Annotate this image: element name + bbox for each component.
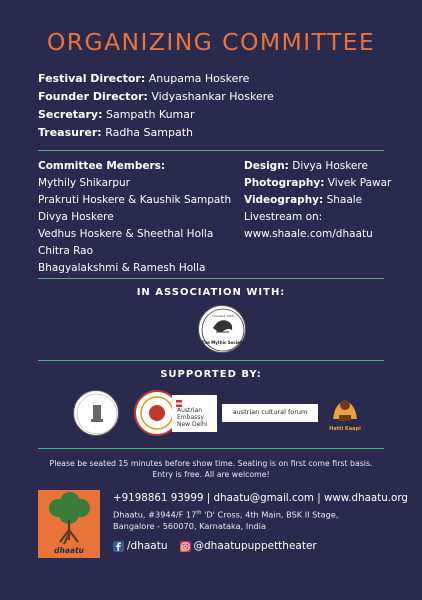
officer-role: Festival Director: bbox=[38, 72, 146, 85]
address-part: Dhaatu, #3944/F 17 bbox=[113, 509, 197, 520]
hatti-text: Hatti Kaapi bbox=[329, 426, 361, 432]
instagram-icon[interactable] bbox=[180, 541, 191, 552]
austrian-cultural-forum-logo bbox=[222, 404, 318, 422]
officer-row bbox=[38, 124, 274, 142]
credit-value: Divya Hoskere bbox=[292, 160, 368, 172]
member: Chitra Rao bbox=[38, 245, 94, 257]
officer-name: Anupama Hoskere bbox=[148, 72, 250, 85]
facebook-handle[interactable]: /dhaatu bbox=[127, 540, 168, 552]
hatti-kaapi-icon bbox=[327, 393, 363, 425]
divider bbox=[38, 360, 384, 361]
embassy-line-1: Austrian bbox=[177, 407, 202, 414]
committee-heading: Committee Members: bbox=[38, 160, 166, 172]
embassy-line-3: New Delhi bbox=[177, 421, 208, 428]
divider bbox=[38, 278, 384, 279]
officer-role: Founder Director: bbox=[38, 90, 148, 103]
austrian-embassy-logo bbox=[172, 395, 217, 432]
mythic-society-name: The Mythic Society bbox=[201, 340, 245, 345]
mythic-society-logo bbox=[198, 305, 246, 353]
officers-list bbox=[38, 70, 274, 142]
ministry-of-culture-logo bbox=[73, 390, 119, 436]
credits bbox=[244, 158, 391, 243]
credit-label: Photography: bbox=[244, 177, 325, 189]
note-line: Entry is free. All are welcome! bbox=[152, 470, 270, 479]
emblem-icon bbox=[74, 391, 120, 437]
officer-role: Treasurer: bbox=[38, 126, 102, 139]
officer-name: Sampath Kumar bbox=[105, 108, 195, 121]
address-sup: th bbox=[196, 510, 202, 516]
officer-row bbox=[38, 88, 274, 106]
credit-label: Videography: bbox=[244, 194, 324, 206]
member: Divya Hoskere bbox=[38, 211, 114, 223]
mythic-society-founded: Founded 1909 bbox=[212, 314, 234, 318]
committee-members bbox=[38, 158, 231, 277]
instagram-handle[interactable]: @dhaatupuppettheater bbox=[193, 540, 317, 552]
credit-value: Vivek Pawar bbox=[327, 177, 392, 189]
credit-video bbox=[244, 192, 391, 209]
officer-row bbox=[38, 106, 274, 124]
note-line: Please be seated 15 minutes before show time. Seating is on first come first basis. bbox=[49, 459, 373, 468]
member: Vedhus Hoskere & Sheethal Holla bbox=[38, 228, 214, 240]
seating-note bbox=[30, 458, 392, 480]
embassy-line-2: Embassy bbox=[177, 414, 204, 421]
divider bbox=[38, 448, 384, 449]
member: Bhagyalakshmi & Ramesh Holla bbox=[38, 262, 206, 274]
officer-name: Vidyashankar Hoskere bbox=[151, 90, 274, 103]
dhaatu-logo-text: dhaatu bbox=[54, 546, 84, 555]
officer-row bbox=[38, 70, 274, 88]
forum-text: austrian cultural forum bbox=[232, 408, 308, 416]
dhaatu-logo bbox=[38, 490, 100, 558]
address-line-2: Bangalore - 560070, Karnataka, India bbox=[113, 520, 266, 531]
officer-role: Secretary: bbox=[38, 108, 103, 121]
livestream-link[interactable]: www.shaale.com/dhaatu bbox=[244, 228, 373, 240]
member: Prakruti Hoskere & Kaushik Sampath bbox=[38, 194, 232, 206]
page-title: ORGANIZING COMMITTEE bbox=[46, 28, 376, 56]
officer-name: Radha Sampath bbox=[105, 126, 193, 139]
credit-design bbox=[244, 158, 391, 175]
divider bbox=[38, 150, 384, 151]
credit-value: Shaale bbox=[326, 194, 363, 206]
supported-heading: SUPPORTED BY: bbox=[160, 369, 262, 380]
austria-flag-icon bbox=[176, 400, 182, 407]
association-heading: IN ASSOCIATION WITH: bbox=[136, 287, 286, 298]
credit-label: Design: bbox=[244, 160, 289, 172]
credit-photo bbox=[244, 175, 391, 192]
facebook-icon[interactable] bbox=[113, 541, 124, 552]
social-links bbox=[113, 540, 317, 552]
member: Mythily Shikarpur bbox=[38, 177, 130, 189]
address-part: 'D' Cross, 4th Main, BSK II Stage, bbox=[201, 509, 339, 520]
livestream-label: Livestream on: bbox=[244, 211, 323, 223]
address bbox=[113, 508, 408, 532]
hatti-kaapi-logo bbox=[327, 393, 363, 437]
address-line-1 bbox=[113, 508, 408, 521]
contact-block bbox=[113, 492, 408, 532]
contact-line: +9198861 93999 | dhaatu@gmail.com | www.dhaatu.org bbox=[113, 492, 408, 504]
